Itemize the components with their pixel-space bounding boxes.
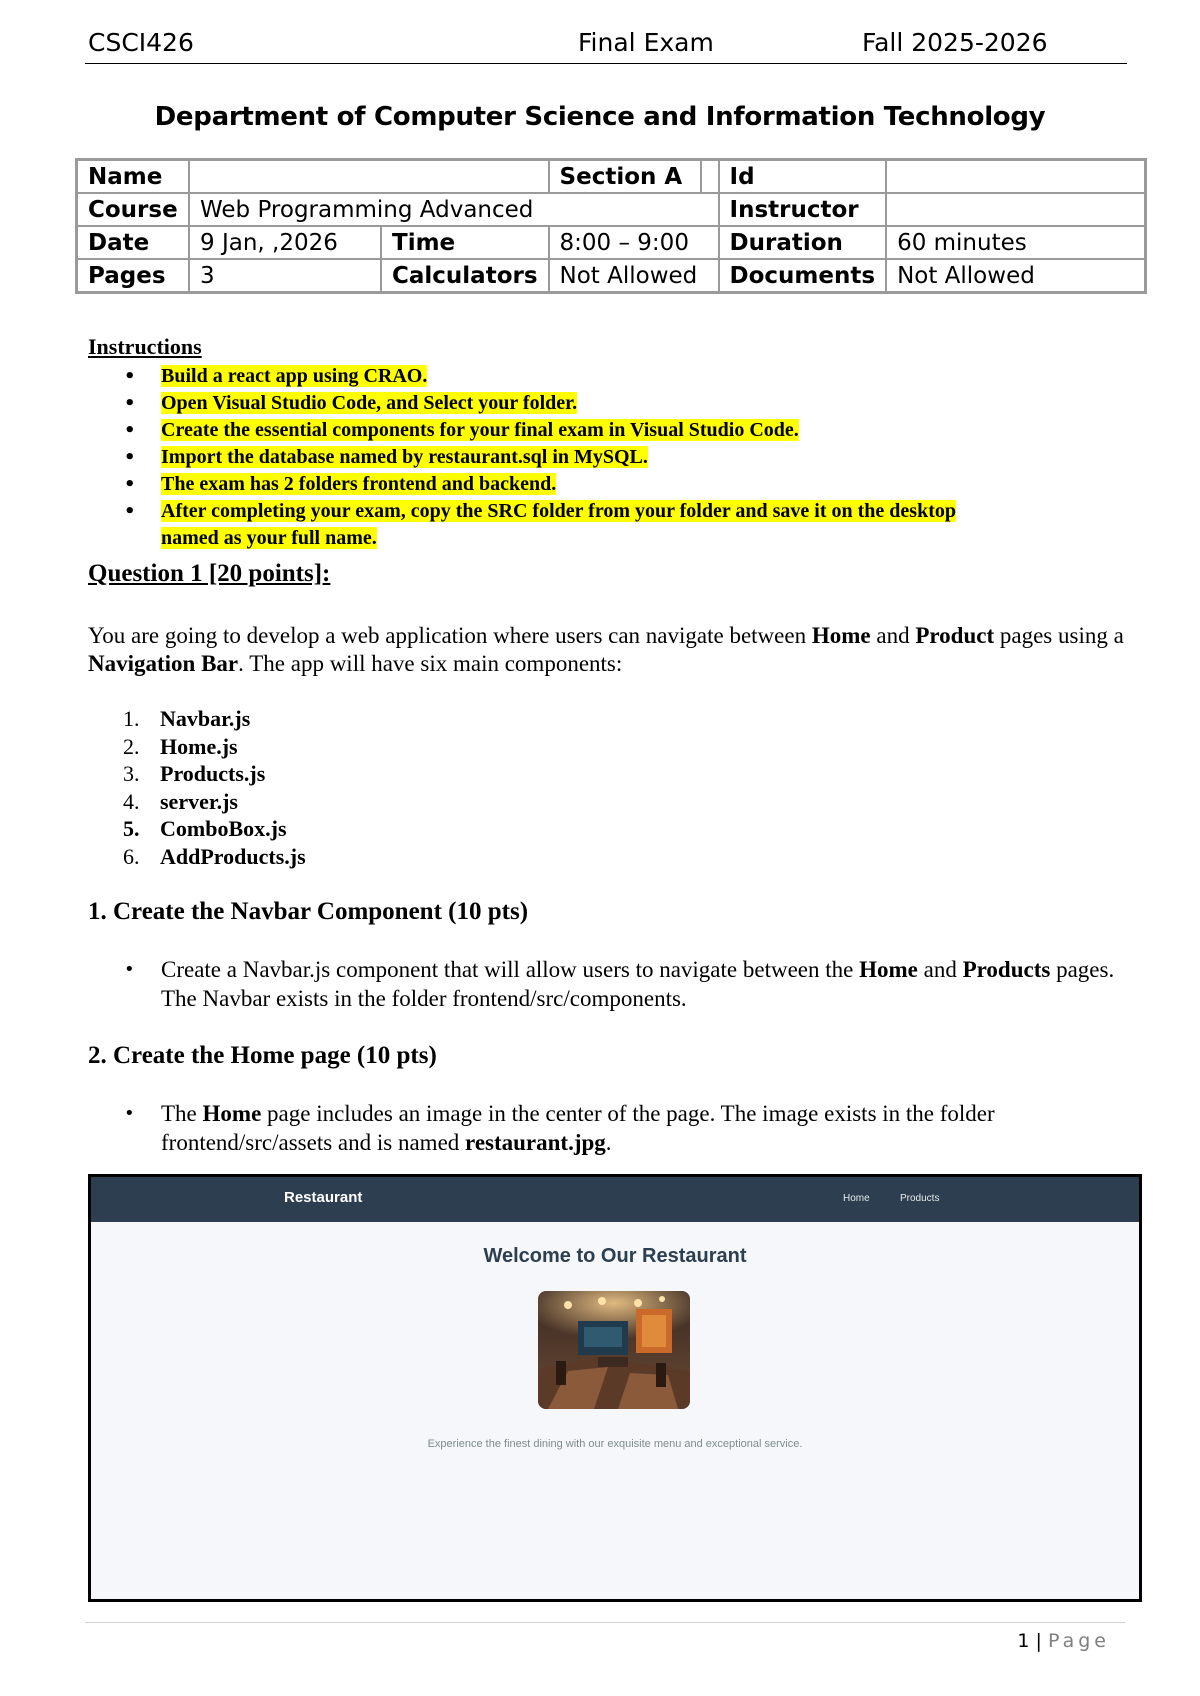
table-row [77,226,1146,259]
products-emphasis: Products [962,957,1051,982]
component-name: server.js [160,788,238,814]
section-label: Section A [549,160,701,194]
bullet-icon: • [124,474,136,495]
time-label: Time [381,226,549,259]
body-text: The [161,1101,203,1126]
bullet-icon: • [124,501,136,522]
exam-info-table [75,158,1147,294]
bullet-icon: • [124,393,136,414]
list-number: 6. [123,843,140,869]
list-item [88,471,1088,498]
duration-value: 60 minutes [886,226,1145,259]
list-item [88,733,306,761]
intro-navbar: Navigation Bar [88,651,239,676]
instructor-value [886,193,1145,226]
component-name: AddProducts.js [160,843,306,869]
component-name: Products.js [160,761,266,786]
section-1-text [161,955,1118,1013]
section-2-title: 2. Create the Home page (10 pts) [88,1042,437,1069]
list-item [88,417,1088,444]
time-value: 8:00 – 9:00 [549,226,719,259]
instructor-label: Instructor [719,193,887,226]
documents-value: Not Allowed [886,259,1145,293]
bullet-icon: • [124,366,136,387]
app-navbar [91,1177,1139,1222]
bullet-icon: • [124,1103,135,1124]
table-row [77,259,1146,293]
header-divider [85,63,1127,64]
header-course-code: CSCI426 [88,28,194,57]
instruction-text: Create the essential components for your final exam in Visual Studio Code. [161,419,799,441]
page-number: 1 [1017,1630,1030,1652]
date-value: 9 Jan, ,2026 [189,226,381,259]
instruction-text: Import the database named by restaurant.sql in MySQL. [161,446,648,468]
list-item [88,843,306,871]
instructions-title: Instructions [88,334,202,359]
id-label: Id [719,160,887,194]
department-title: Department of Computer Science and Information Technology [154,102,1046,132]
instruction-text-continued: named as your full name. [161,527,377,549]
bullet-icon: • [124,959,135,980]
bullet-icon: • [124,420,136,441]
restaurant-interior-illustration [538,1291,690,1409]
section-2-bullet [88,1099,1118,1157]
body-text: and [917,957,963,982]
file-emphasis: restaurant.jpg [465,1130,606,1155]
section-1-title: 1. Create the Navbar Component (10 pts) [88,898,529,925]
intro-text: . The app will have six main components: [238,651,623,676]
section-1-bullet [88,955,1118,1013]
calculators-value: Not Allowed [549,259,719,293]
list-number: 1. [123,706,140,731]
intro-text: and [870,623,916,648]
instructions-list [88,363,1088,552]
component-name: Navbar.js [160,706,251,731]
welcome-tagline: Experience the finest dining with our exquisite menu and exceptional service. [427,1438,803,1450]
body-text: . [605,1130,612,1155]
section-2-text [161,1099,1118,1157]
date-label: Date [77,226,190,259]
pages-value: 3 [189,259,381,293]
question-1-title: Question 1 [20 points]: [88,560,331,587]
page-separator: | [1029,1630,1048,1652]
duration-label: Duration [719,226,887,259]
intro-home: Home [811,623,871,648]
header-term: Fall 2025-2026 [862,28,1048,57]
list-number: 5. [123,816,140,841]
intro-text: pages using a [994,623,1124,648]
component-name: ComboBox.js [160,816,287,841]
intro-text: You are going to develop a web application where users can navigate between [88,623,812,648]
list-number: 4. [123,788,140,814]
footer-divider [85,1622,1125,1623]
documents-label: Documents [719,259,887,293]
nav-link-home[interactable]: Home [843,1193,870,1204]
name-label: Name [77,160,190,194]
component-name: Home.js [160,733,238,759]
pages-label: Pages [77,259,190,293]
body-text: pages. The Navbar exists in the folder frontend/src/components. [161,957,1115,1011]
body-text: Create a Navbar.js component that will allow users to navigate between the [161,957,860,982]
list-item [88,815,306,843]
restaurant-image [538,1291,690,1409]
list-item [88,788,306,816]
page-label: Page [1048,1630,1110,1652]
nav-link-products[interactable]: Products [900,1193,940,1204]
app-screenshot [88,1174,1142,1602]
table-row [77,160,1146,194]
list-item [88,498,1088,552]
section-blank-cell [701,160,719,194]
bullet-icon: • [124,447,136,468]
welcome-heading: Welcome to Our Restaurant [483,1245,747,1267]
list-number: 2. [123,733,140,759]
list-item [88,444,1088,471]
body-text: page includes an image in the center of the page. The image exists in the folder frontend/src/assets and is named [161,1101,995,1155]
instruction-text: After completing your exam, copy the SRC folder from your folder and save it on the desktop [161,500,956,522]
list-number: 3. [123,761,140,786]
home-emphasis: Home [202,1101,262,1126]
instruction-text: The exam has 2 folders frontend and backend. [161,473,557,495]
name-value [189,160,549,194]
header-exam-title: Final Exam [578,28,714,57]
instruction-text: Open Visual Studio Code, and Select your folder. [161,392,578,414]
intro-product: Product [915,623,995,648]
course-value: Web Programming Advanced [189,193,719,226]
list-item [88,760,306,788]
navbar-brand[interactable]: Restaurant [284,1189,363,1206]
question-1-intro [88,622,1138,678]
list-item [88,705,306,733]
course-label: Course [77,193,190,226]
list-item [88,363,1088,390]
home-emphasis: Home [859,957,918,982]
component-list [88,705,306,870]
id-value [886,160,1145,194]
instruction-text: Build a react app using CRAO. [161,365,428,387]
table-row [77,193,1146,226]
list-item [88,390,1088,417]
page-footer [1017,1630,1110,1652]
calculators-label: Calculators [381,259,549,293]
